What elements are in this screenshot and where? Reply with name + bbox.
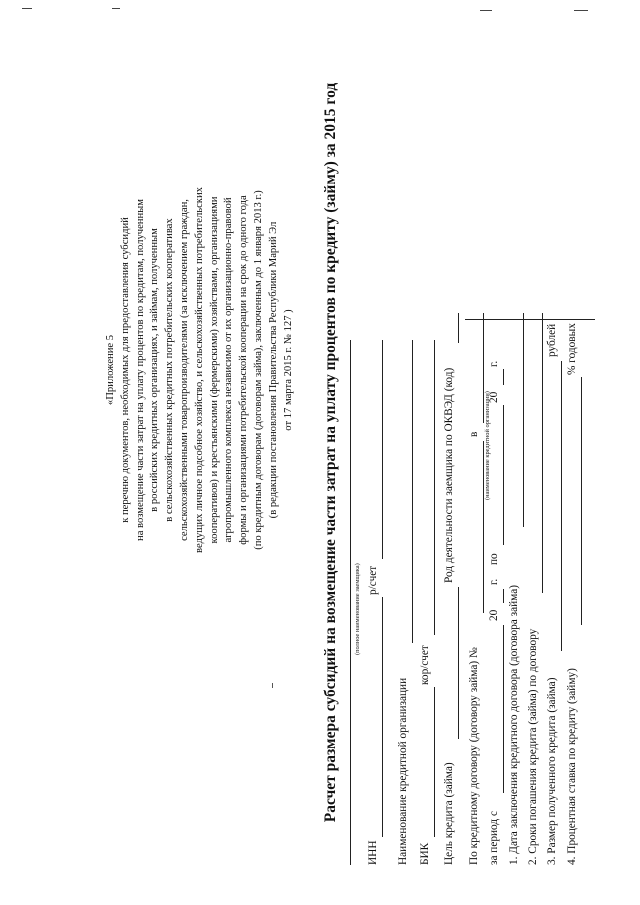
header-line: кооперативов) и крестьянскими (фермерскими) хозяйствами, организациями bbox=[208, 196, 220, 544]
korschet-label: кор/счет bbox=[419, 645, 431, 685]
bank-caption: (наименование кредитной организации) bbox=[484, 391, 491, 500]
bik-label: БИК bbox=[419, 842, 431, 865]
right-margin-line bbox=[465, 319, 595, 320]
purpose-blank[interactable] bbox=[458, 587, 459, 739]
appendix-header bbox=[104, 90, 296, 650]
form-title: Расчет размера субсидий на возмещение части затрат на уплату процентов по кредиту (займу) за 2015 год bbox=[322, 82, 339, 823]
okved-blank[interactable] bbox=[458, 313, 459, 343]
rschet-blank[interactable] bbox=[382, 340, 383, 559]
inn-blank[interactable] bbox=[382, 597, 383, 837]
okved-label: Род деятельности заемщика по ОКВЭД (код) bbox=[443, 367, 455, 583]
period-to-label: по bbox=[488, 553, 500, 565]
scan-artifact bbox=[480, 10, 492, 11]
header-line: на возмещение части затрат на уплату процентов по кредитам, полученным bbox=[134, 199, 146, 541]
scan-artifact bbox=[112, 8, 120, 9]
contract-in-label: в bbox=[468, 431, 480, 437]
header-line: в российских кредитных организациях, и займам, полученным bbox=[149, 228, 161, 512]
period-year-1-blank[interactable] bbox=[503, 589, 504, 603]
item-1-label: 1. Дата заключения кредитного договора (договора займа) bbox=[508, 584, 520, 865]
item-4-label: 4. Процентная ставка по кредиту (займу) bbox=[566, 668, 578, 865]
period-from-label: за период с bbox=[488, 811, 500, 865]
item-3-blank[interactable] bbox=[561, 361, 562, 651]
item-2-label: 2. Сроки погашения кредита (займа) по договору bbox=[527, 628, 539, 865]
header-line: (по кредитным договорам (договорам займа), заключенным до 1 января 2013 г.) bbox=[252, 190, 264, 550]
period-start-blank[interactable] bbox=[503, 625, 504, 793]
korschet-blank[interactable] bbox=[434, 340, 435, 635]
header-line: к перечню документов, необходимых для предоставления субсидий bbox=[119, 217, 131, 523]
purpose-label: Цель кредита (займа) bbox=[443, 762, 455, 865]
inn-label: ИНН bbox=[367, 840, 379, 865]
header-line: агропромышленного комплекса независимо от их организационно-правовой bbox=[223, 197, 235, 543]
header-line: ведущих личное подсобное хозяйство, и сельскохозяйственных потребительских bbox=[193, 187, 205, 553]
bik-blank[interactable] bbox=[434, 687, 435, 837]
period-g-2: г. bbox=[488, 360, 500, 367]
item-3-unit: рублей bbox=[546, 323, 558, 357]
bank-name-label: Наименование кредитной организации bbox=[397, 677, 409, 865]
bank-name-blank[interactable] bbox=[412, 340, 413, 643]
period-end-blank[interactable] bbox=[503, 405, 504, 545]
borrower-caption: (полное наименование заемщика) bbox=[354, 563, 361, 655]
period-year-2-blank[interactable] bbox=[503, 369, 504, 385]
item-4-blank[interactable] bbox=[581, 377, 582, 625]
scan-artifact bbox=[22, 8, 32, 9]
period-year-1: 20 bbox=[488, 609, 500, 621]
period-year-2: 20 bbox=[488, 391, 500, 403]
contract-label: По кредитному договору (договору займа) № bbox=[468, 647, 480, 865]
item-1-blank[interactable] bbox=[523, 313, 524, 527]
header-line: сельскохозяйственными товаропроизводителями (за исключением граждан, bbox=[178, 199, 190, 541]
period-g-1: г. bbox=[488, 578, 500, 585]
item-2-blank[interactable] bbox=[542, 313, 543, 593]
header-line: от 17 марта 2015 г. № 127 ) bbox=[282, 309, 294, 431]
header-line: формы и организациями потребительской кооперации на срок до одного года bbox=[238, 195, 250, 545]
borrower-name-blank[interactable] bbox=[350, 340, 351, 865]
scan-artifact bbox=[574, 10, 588, 11]
appendix-title: «Приложение 5 bbox=[105, 334, 116, 406]
rschet-label: р/счет bbox=[367, 565, 379, 595]
item-3-label: 3. Размер полученного кредита (займа) bbox=[546, 677, 558, 865]
item-4-unit: % годовых bbox=[566, 323, 578, 375]
header-line: (в редакции постановления Правительства Республики Марий Эл bbox=[267, 221, 279, 519]
scan-artifact bbox=[272, 683, 273, 688]
header-line: в сельскохозяйственных кредитных потребительских кооперативах bbox=[164, 218, 176, 522]
